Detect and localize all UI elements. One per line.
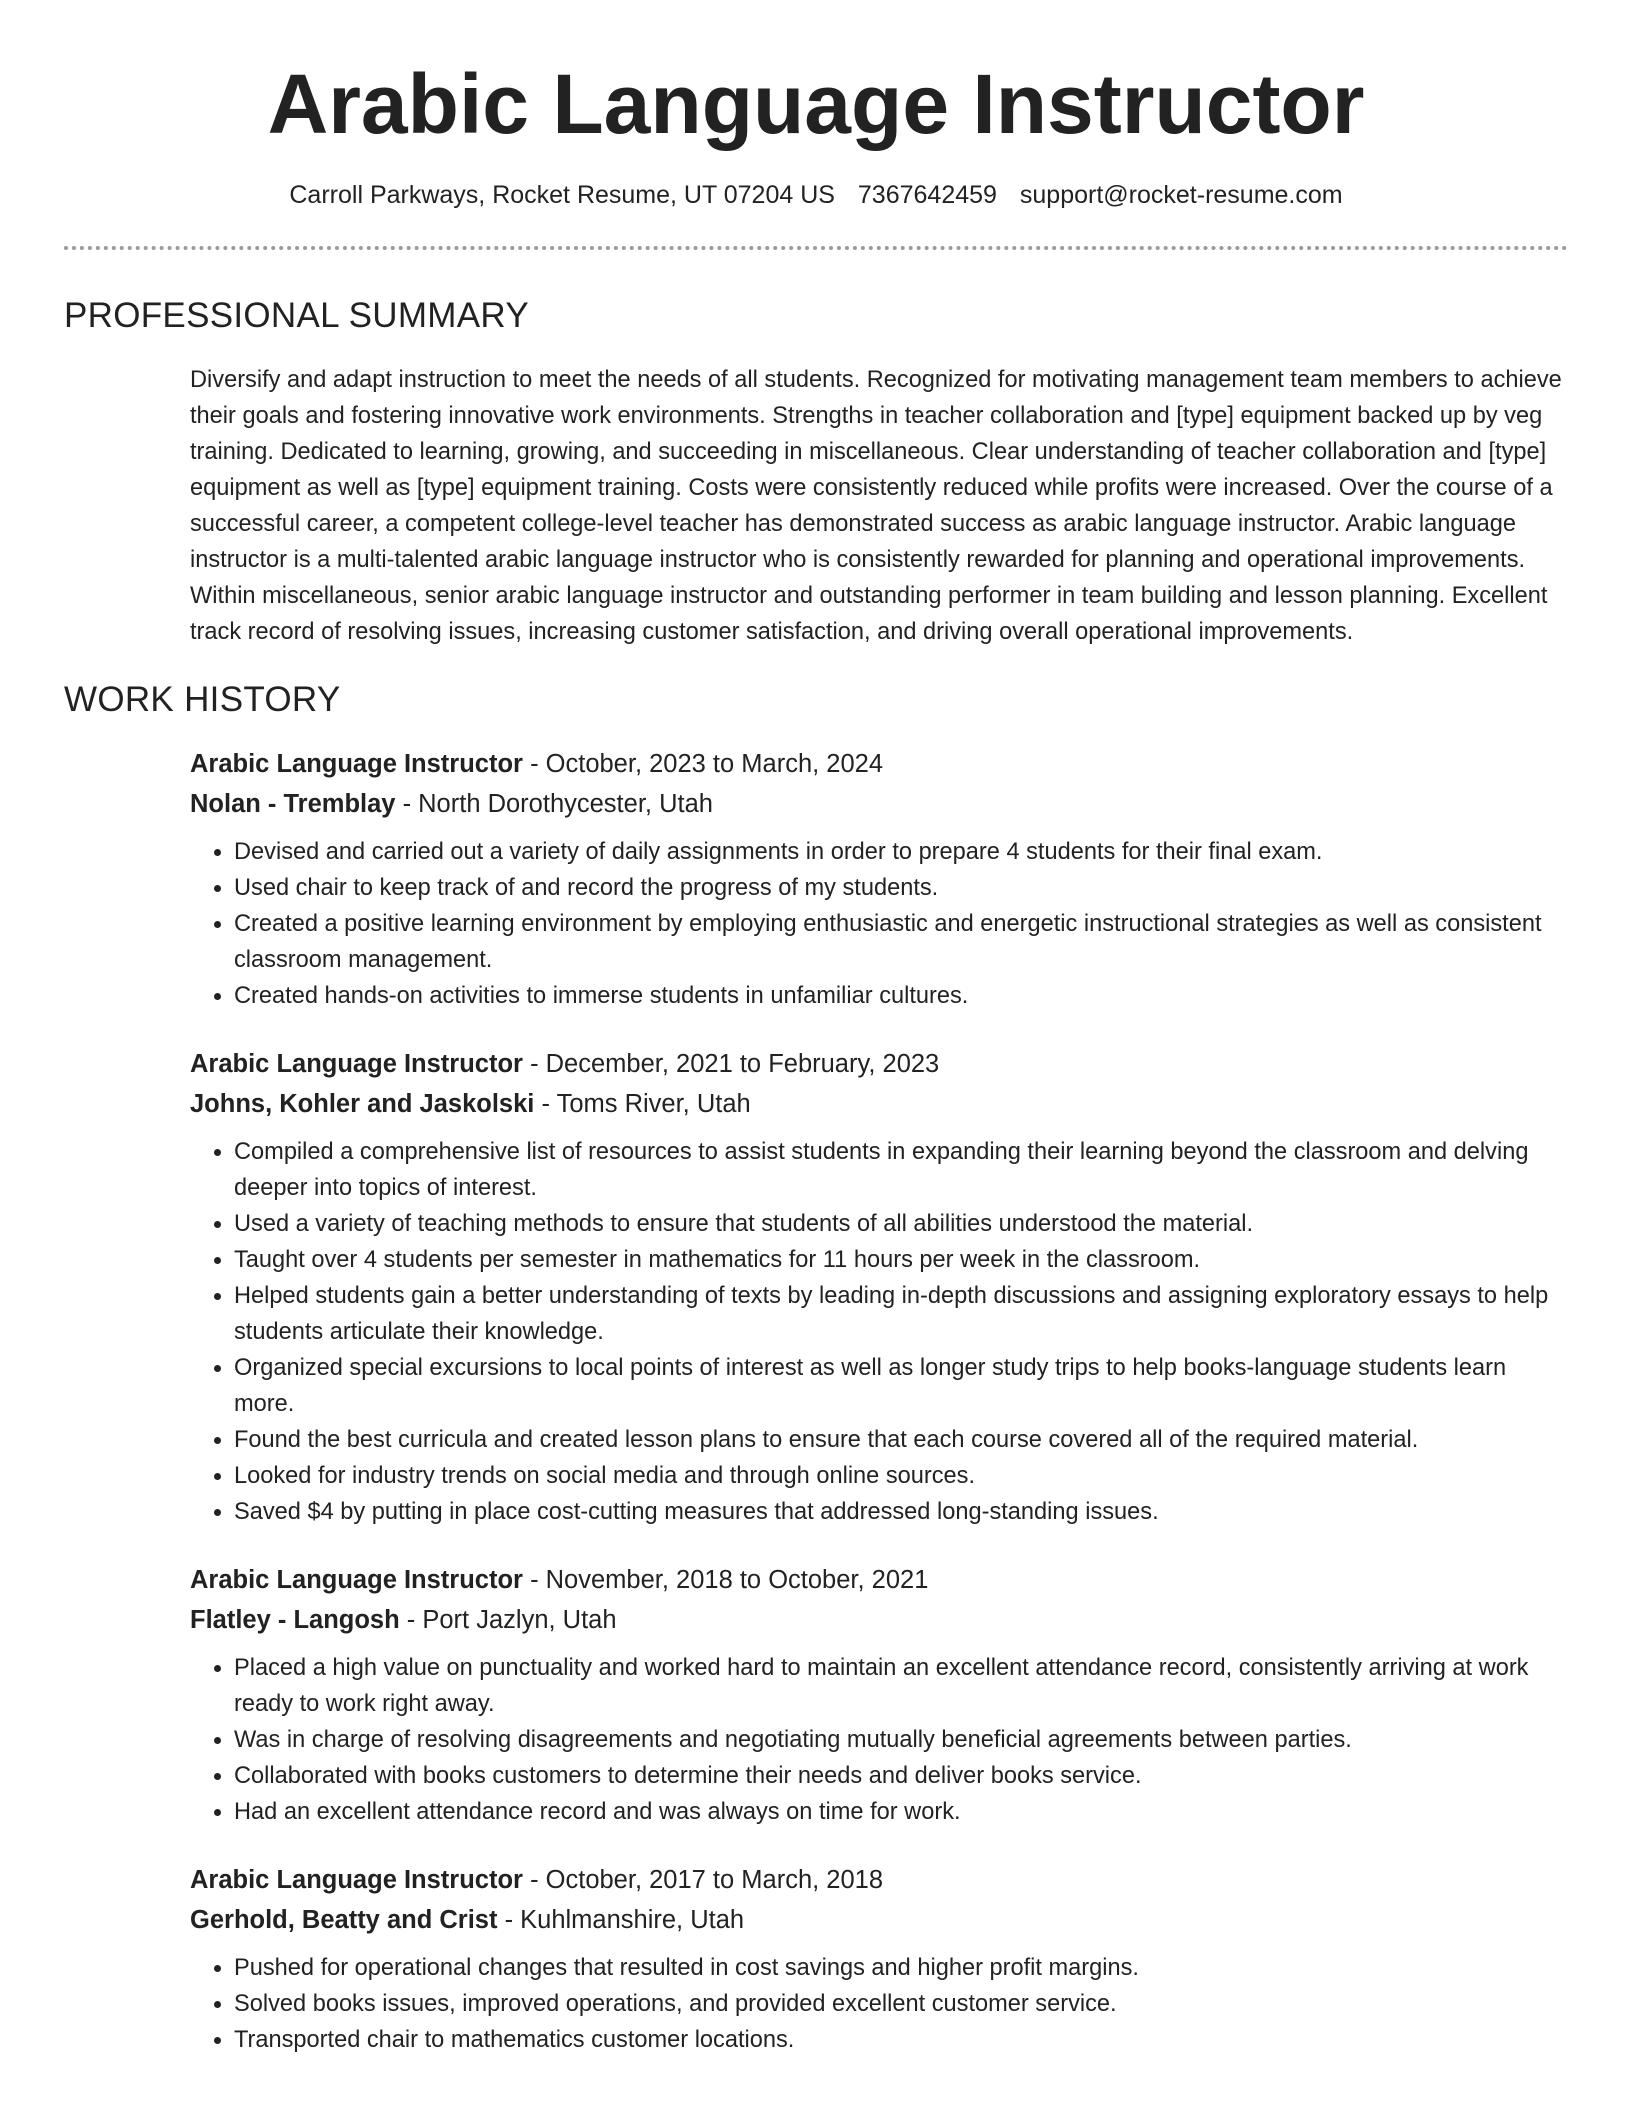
- job-title-line: [190, 1560, 1568, 1600]
- job-title-line: [190, 744, 1568, 784]
- job-bullet: • Found the best curricula and created lesson plans to ensure that each course covered all of the required material.: [234, 1422, 1568, 1458]
- job-bullet: • Taught over 4 students per semester in mathematics for 11 hours per week in the classroom.: [234, 1242, 1568, 1278]
- job-company: Nolan - Tremblay: [190, 790, 396, 818]
- job-role: Arabic Language Instructor: [190, 1566, 523, 1594]
- job-bullet: • Was in charge of resolving disagreements and negotiating mutually beneficial agreements between parties.: [234, 1722, 1568, 1758]
- summary-text: Diversify and adapt instruction to meet the needs of all students. Recognized for motivating management team members to achieve their goals and fostering innovative work environments. Strengths in teacher collaboration and [type] equipment backed up by veg training. Dedicated to learning, growing, and succeeding in miscellaneous. Clear understanding of teacher collaboration and [type] equipment as well as [type] equipment training. Costs were consistently reduced while profits were increased. Over the course of a successful career, a competent college-level teacher has demonstrated success as arabic language instructor. Arabic language instructor is a multi-talented arabic language instructor who is consistently rewarded for planning and operational improvements. Within miscellaneous, senior arabic language instructor and outstanding performer in team building and lesson planning. Excellent track record of resolving issues, increasing customer satisfaction, and driving overall operational improvements.: [190, 367, 1562, 645]
- job-entry: [190, 744, 1568, 1014]
- job-bullet: • Organized special excursions to local points of interest as well as longer study trips to help books-language students learn more.: [234, 1350, 1568, 1422]
- contact-email: support@rocket-resume.com: [1019, 181, 1343, 209]
- job-company: Johns, Kohler and Jaskolski: [190, 1090, 535, 1118]
- job-bullets: [190, 1950, 1568, 2058]
- work-history-heading: WORK HISTORY: [64, 680, 341, 719]
- job-company: Flatley - Langosh: [190, 1606, 400, 1634]
- job-role: Arabic Language Instructor: [190, 1050, 523, 1078]
- contact-address: Carroll Parkways, Rocket Resume, UT 07204 US: [289, 181, 835, 209]
- job-role: Arabic Language Instructor: [190, 750, 523, 778]
- job-company: Gerhold, Beatty and Crist: [190, 1906, 498, 1934]
- job-bullet: • Created a positive learning environment by employing enthusiastic and energetic instructional strategies as well as consistent classroom management.: [234, 906, 1568, 978]
- resume-name: Arabic Language Instructor: [267, 57, 1365, 151]
- job-bullet: • Saved $4 by putting in place cost-cutting measures that addressed long-standing issues.: [234, 1494, 1568, 1530]
- job-dates: - December, 2021 to February, 2023: [522, 1050, 940, 1078]
- job-entry: [190, 1860, 1568, 2058]
- job-bullets: [190, 1650, 1568, 1830]
- job-role: Arabic Language Instructor: [190, 1866, 523, 1894]
- work-history-list: [190, 744, 1568, 2058]
- job-bullet: • Compiled a comprehensive list of resources to assist students in expanding their learning beyond the classroom and delving deeper into topics of interest.: [234, 1134, 1568, 1206]
- job-bullets: [190, 1134, 1568, 1530]
- contact-line: [0, 178, 1632, 212]
- summary-heading: PROFESSIONAL SUMMARY: [64, 296, 529, 335]
- job-title-line: [190, 1044, 1568, 1084]
- resume-header: [0, 0, 1632, 212]
- job-dates: - October, 2023 to March, 2024: [522, 750, 884, 778]
- job-bullet: • Looked for industry trends on social media and through online sources.: [234, 1458, 1568, 1494]
- job-bullet: • Had an excellent attendance record and was always on time for work.: [234, 1794, 1568, 1830]
- job-location: - Port Jazlyn, Utah: [399, 1606, 617, 1634]
- job-bullet: • Pushed for operational changes that resulted in cost savings and higher profit margins.: [234, 1950, 1568, 1986]
- job-company-line: [190, 1084, 1568, 1124]
- job-location: - Kuhlmanshire, Utah: [497, 1906, 745, 1934]
- job-company-line: [190, 1900, 1568, 1940]
- job-bullet: • Used chair to keep track of and record the progress of my students.: [234, 870, 1568, 906]
- job-dates: - November, 2018 to October, 2021: [522, 1566, 929, 1594]
- job-bullet: • Placed a high value on punctuality and worked hard to maintain an excellent attendance record, consistently arriving at work ready to work right away.: [234, 1650, 1568, 1722]
- job-title-line: [190, 1860, 1568, 1900]
- contact-phone: 7367642459: [857, 181, 997, 209]
- job-bullet: • Created hands-on activities to immerse students in unfamiliar cultures.: [234, 978, 1568, 1014]
- job-entry: [190, 1560, 1568, 1830]
- job-company-line: [190, 784, 1568, 824]
- job-location: - North Dorothycester, Utah: [395, 790, 713, 818]
- job-bullet: • Solved books issues, improved operations, and provided excellent customer service.: [234, 1986, 1568, 2022]
- job-location: - Toms River, Utah: [534, 1090, 751, 1118]
- job-bullets: [190, 834, 1568, 1014]
- header-divider: [64, 246, 1568, 250]
- job-bullet: • Transported chair to mathematics customer locations.: [234, 2022, 1568, 2058]
- job-bullet: • Collaborated with books customers to determine their needs and deliver books service.: [234, 1758, 1568, 1794]
- job-bullet: • Helped students gain a better understanding of texts by leading in-depth discussions and assigning exploratory essays to help students articulate their knowledge.: [234, 1278, 1568, 1350]
- job-dates: - October, 2017 to March, 2018: [522, 1866, 884, 1894]
- job-bullet: • Devised and carried out a variety of daily assignments in order to prepare 4 students for their final exam.: [234, 834, 1568, 870]
- job-bullet: • Used a variety of teaching methods to ensure that students of all abilities understood the material.: [234, 1206, 1568, 1242]
- job-entry: [190, 1044, 1568, 1530]
- job-company-line: [190, 1600, 1568, 1640]
